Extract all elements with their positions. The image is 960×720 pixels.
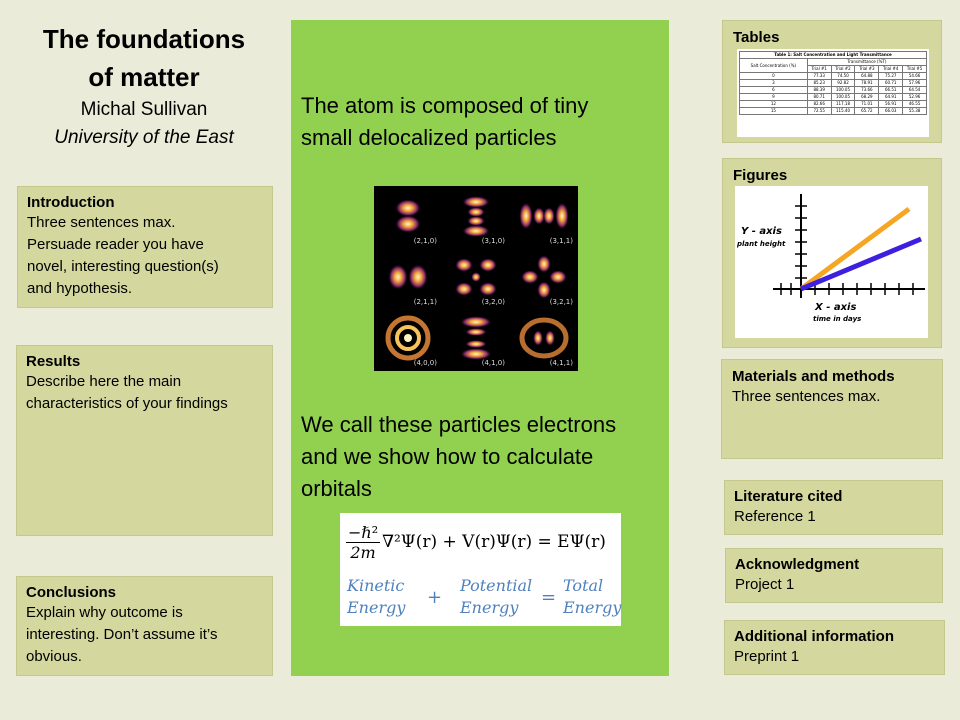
table-cell: 115.40 bbox=[831, 108, 855, 115]
center-panel bbox=[291, 20, 669, 676]
potential-energy-label: Potential Energy bbox=[460, 576, 533, 617]
table-cell: 100.05 bbox=[831, 94, 855, 101]
table-cell: 77.33 bbox=[807, 73, 831, 80]
orbital-4-1-1 bbox=[512, 310, 576, 368]
orbital-3-1-1 bbox=[512, 188, 576, 246]
title-block bbox=[18, 20, 270, 152]
additional-text: Preprint 1 bbox=[734, 648, 800, 665]
orbital-image-grid bbox=[374, 186, 578, 371]
orbital-3-1-0 bbox=[444, 188, 508, 246]
atom-statement: The atom is composed of tiny small delocalized particles bbox=[301, 93, 589, 150]
poster-title: The foundations of matter bbox=[42, 24, 246, 92]
table-cell: 100.05 bbox=[831, 87, 855, 94]
table-cell: 117.18 bbox=[831, 101, 855, 108]
orbital-2-1-1 bbox=[376, 249, 440, 307]
table-cell: 68.29 bbox=[855, 94, 879, 101]
table-cell: 55.38 bbox=[903, 108, 927, 115]
table-cell: 75.27 bbox=[879, 73, 903, 80]
orbital-label: (3,2,1) bbox=[549, 298, 573, 306]
table-cell: 72.55 bbox=[807, 108, 831, 115]
table-cell: 56.91 bbox=[879, 101, 903, 108]
literature-title: Literature cited bbox=[734, 488, 843, 505]
table-cell: 52.96 bbox=[903, 94, 927, 101]
table-cell: 0 bbox=[740, 73, 808, 80]
results-box bbox=[16, 345, 273, 536]
table-cell: 65.72 bbox=[855, 108, 879, 115]
table-header-cell: Trial #5 bbox=[903, 66, 927, 73]
total-energy-label: Total Energy bbox=[563, 576, 622, 617]
electrons-statement: We call these particles electrons and we show how to calculate orbitals bbox=[301, 412, 617, 501]
orbital-4-0-0 bbox=[376, 310, 440, 368]
orbital-3-2-1 bbox=[512, 249, 576, 307]
literature-box bbox=[724, 480, 943, 535]
table-cell: 92.82 bbox=[831, 80, 855, 87]
conclusions-text: Explain why outcome is interesting. Don’t assume it’s obvious. bbox=[26, 604, 218, 665]
materials-text: Three sentences max. bbox=[732, 388, 881, 405]
table-cell: 71.01 bbox=[855, 101, 879, 108]
results-text: Describe here the main characteristics of your findings bbox=[26, 373, 228, 412]
x-axis-label: X - axis bbox=[815, 302, 857, 313]
kinetic-energy-label: Kinetic Energy bbox=[347, 576, 406, 617]
equation-line bbox=[346, 523, 606, 562]
orbital-4-1-0 bbox=[444, 310, 508, 368]
table-header-cell: Trial #2 bbox=[831, 66, 855, 73]
introduction-text: Three sentences max. Persuade reader you have novel, interesting question(s) and hypothesis. bbox=[27, 214, 219, 297]
acknowledgment-text: Project 1 bbox=[735, 576, 795, 593]
table-cell: 88.39 bbox=[807, 87, 831, 94]
figures-title: Figures bbox=[733, 167, 788, 184]
acknowledgment-box bbox=[725, 548, 943, 603]
table-cell: 80.71 bbox=[807, 94, 831, 101]
table-row bbox=[740, 101, 927, 108]
table-row bbox=[740, 94, 927, 101]
table-group-header: Transmittance (%T) bbox=[807, 59, 926, 66]
table-row bbox=[740, 108, 927, 115]
y-axis-sublabel: plant height bbox=[737, 240, 786, 248]
orbital-label: (3,1,1) bbox=[549, 237, 573, 245]
table-cell: 6 bbox=[740, 87, 808, 94]
table-cell: 9 bbox=[740, 94, 808, 101]
table-row bbox=[740, 80, 927, 87]
table-cell: 64.54 bbox=[903, 87, 927, 94]
table-cell: 54.66 bbox=[903, 73, 927, 80]
orbital-label: (4,0,0) bbox=[413, 359, 437, 367]
y-axis-label: Y - axis bbox=[741, 226, 782, 237]
materials-title: Materials and methods bbox=[732, 368, 895, 385]
conclusions-title: Conclusions bbox=[26, 584, 117, 601]
affiliation: University of the East bbox=[54, 127, 234, 148]
orbital-label: (2,1,1) bbox=[413, 298, 437, 306]
schrodinger-equation bbox=[340, 513, 621, 626]
table-cell: 66.03 bbox=[879, 108, 903, 115]
table-cell: 85.23 bbox=[807, 80, 831, 87]
x-axis-sublabel: time in days bbox=[813, 315, 862, 323]
equation-fraction: $\frac{\text{−ℏ²}}{2m}$ bbox=[348, 523, 379, 562]
figure-chart bbox=[735, 186, 928, 338]
table-cell: 78.91 bbox=[855, 80, 879, 87]
introduction-box bbox=[17, 186, 273, 308]
orbital-label: (4,1,0) bbox=[481, 359, 505, 367]
table-cell: 57.96 bbox=[903, 80, 927, 87]
table-cell: 64.88 bbox=[855, 73, 879, 80]
data-table bbox=[737, 49, 929, 137]
equals-sign: = bbox=[541, 587, 557, 608]
table-row bbox=[740, 73, 927, 80]
acknowledgment-title: Acknowledgment bbox=[735, 556, 860, 573]
table-cell: 12 bbox=[740, 101, 808, 108]
table-cell: 73.66 bbox=[855, 87, 879, 94]
additional-title: Additional information bbox=[734, 628, 894, 645]
author-name: Michal Sullivan bbox=[80, 99, 208, 120]
orbital-2-1-0 bbox=[376, 188, 440, 246]
orbital-3-2-0 bbox=[444, 249, 508, 307]
table-header-cell: Trial #3 bbox=[855, 66, 879, 73]
table-cell: 64.91 bbox=[879, 94, 903, 101]
results-title: Results bbox=[26, 353, 81, 370]
table-cell: 15 bbox=[740, 108, 808, 115]
figure-svg bbox=[735, 186, 928, 338]
table-caption: Table 1: Salt Concentration and Light Transmittance bbox=[740, 52, 927, 59]
table-header-cell: Trial #4 bbox=[879, 66, 903, 73]
orbital-label: (3,1,0) bbox=[481, 237, 505, 245]
table-corner: Salt Concentration (%) bbox=[740, 59, 808, 73]
tables-title: Tables bbox=[733, 29, 780, 46]
orbital-label: (4,1,1) bbox=[549, 359, 573, 367]
tables-box bbox=[722, 20, 942, 143]
equation-rest: ∇²Ψ(r) + V(r)Ψ(r) = EΨ(r) bbox=[382, 532, 606, 552]
table-cell: 60.71 bbox=[879, 80, 903, 87]
table-cell: 82.66 bbox=[807, 101, 831, 108]
introduction-title: Introduction bbox=[27, 194, 115, 211]
plus-sign: + bbox=[427, 587, 443, 608]
table-cell: 74.50 bbox=[831, 73, 855, 80]
orbital-label: (2,1,0) bbox=[413, 237, 437, 245]
literature-text: Reference 1 bbox=[734, 508, 816, 525]
table-row bbox=[740, 87, 927, 94]
figures-box bbox=[722, 158, 942, 348]
table-cell: 46.55 bbox=[903, 101, 927, 108]
additional-box bbox=[724, 620, 945, 675]
table-cell: 3 bbox=[740, 80, 808, 87]
materials-box bbox=[721, 359, 943, 459]
orbital-label: (3,2,0) bbox=[481, 298, 505, 306]
conclusions-box bbox=[16, 576, 273, 676]
table-cell: 66.51 bbox=[879, 87, 903, 94]
table-header-cell: Trial #1 bbox=[807, 66, 831, 73]
